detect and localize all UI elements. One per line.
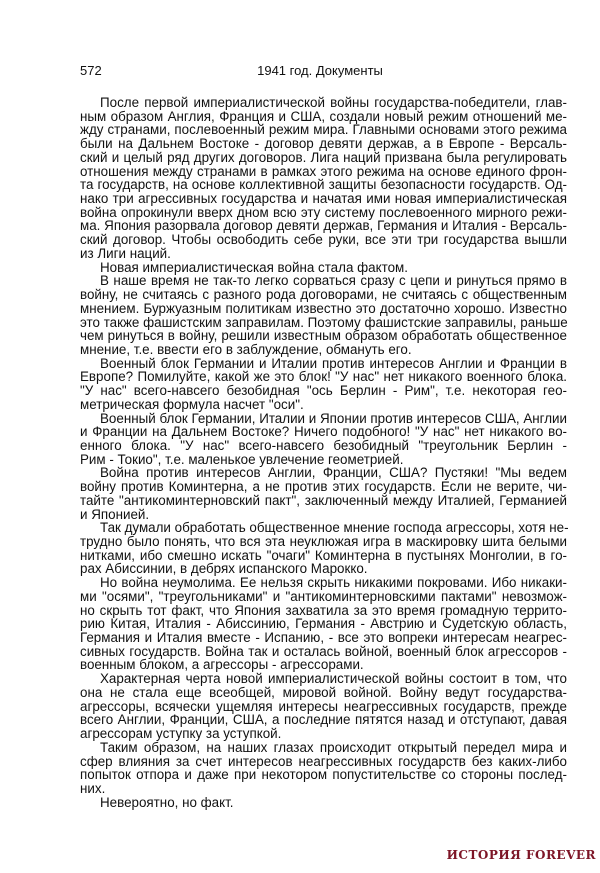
text-line: попыток отпора и даже при некотором попустительстве со стороны послед- [80,767,567,783]
paragraph [80,261,567,275]
text-line: сивных государств. Война так и осталась войной, военный блок агрессоров - [80,643,567,659]
text-line: Европе? Помилуйте, какой же это блок! "У нас" нет никакого военного блока. [80,369,567,385]
text-line: Война против интересов Англии, Франции, США? Пустяки! "Мы ведем [100,465,567,481]
paragraph [80,521,567,576]
text-line: Характерная черта новой империалистической войны состоит в том, что [100,671,567,687]
text-line: рах Абиссинии, в дебрях испанского Марокко. [80,561,368,577]
running-title: 1941 год. Документы [257,63,383,78]
paragraph [80,466,567,521]
text-line: война опрокинули вверх дном всю эту систему послевоенного мирного режи- [80,204,567,220]
text-line: сфер влияния за счет интересов неагрессивных государств без каких-либо [80,753,567,769]
text-line: и Японией. [80,506,150,522]
text-line: Так думали обработать общественное мнение господа агрессоры, хотя не- [100,520,569,536]
text-line: военным блоком, а агрессоры - агрессорами. [80,657,364,673]
text-line: отношения между странами в рамках этого режима на основе единого фрон- [80,163,567,179]
paragraph [80,576,567,672]
text-line: та государств, на основе коллективной защиты безопасности государств. Од- [80,177,567,193]
text-line: рию Китая, Италия - Абиссинию, Германия - Австрию и Судетскую область, [80,616,567,632]
text-line: ский и целый ряд других договоров. Лига наций призвана была регулировать [80,149,567,165]
text-line: Невероятно, но факт. [100,794,234,810]
paragraph [80,796,567,810]
text-line: ский договор. Чтобы освободить себе руки, все эти три государства вышли [80,232,567,248]
text-line: были на Дальнем Востоке - договор девяти держав, а в Европе - Версаль- [80,136,567,152]
text-line: войну, не считаясь с разного рода договорами, не считаясь с общественным [80,287,567,303]
paragraph [80,96,567,261]
text-line: но скрыть тот факт, что Япония захватила за это время громадную террито- [80,602,567,618]
text-line: метрическая формула насчет "оси". [80,396,304,412]
text-line: она не стала еще всеобщей, мировой войной. Войну ведут государства- [80,684,567,700]
text-line: "У нас" всего-навсего безобидная "ось Берлин - Рим", т.е. некоторая гео- [80,383,567,399]
text-line: Военный блок Германии, Италии и Японии против интересов США, Англии [100,410,568,426]
text-line: и Франции на Дальнем Востоке? Ничего подобного! "У нас" нет никакого во- [80,424,567,440]
paragraph [80,672,567,741]
text-line: мнение, т.е. ввести его в заблуждение, обмануть его. [80,341,412,357]
text-line: тайте "антикоминтерновский пакт", заключенный между Италией, Германией [80,492,567,508]
text-line: нако три агрессивных государства и начатая ими новая империалистическая [80,191,567,207]
text-line: Таким образом, на наших глазах происходит открытый передел мира и [100,739,567,755]
text-line: жду странами, послевоенный режим мира. Главными основами этого режима [80,122,567,138]
text-line: войну против Коминтерна, а не против этих государств. Если не верите, чи- [80,479,567,495]
text-line: Но война неумолима. Ее нельзя скрыть никакими покровами. Ибо никаки- [100,575,567,591]
text-line: енного блока. "У нас" всего-навсего безобидный "треугольник Берлин - [80,437,567,453]
text-line: Военный блок Германии и Италии против интересов Англии и Франции в [100,355,567,371]
text-line: нитками, ибо смешно искать "очаги" Коминтерна в пустынях Монголии, в го- [80,547,567,563]
page-number: 572 [80,63,102,78]
text-line: агрессорам уступку за уступкой. [80,726,282,742]
text-line: агрессоры, всячески ущемляя интересы неагрессивных государств, прежде [80,698,567,714]
text-line: После первой империалистической войны государства-победители, глав- [100,95,567,110]
paragraph [80,357,567,412]
paragraph [80,741,567,796]
text-line: мнением. Буржуазным политикам известно это достаточно хорошо. Известно [80,300,567,316]
text-line: чем ринуться в войну, решили известным образом обработать общественное [80,328,567,344]
text-line: из Лиги наций. [80,245,171,261]
body-text [80,96,567,809]
text-line: Германия и Италия вместе - Испанию, - все это вопреки интересам неагрес- [80,630,567,646]
watermark-logo: ИСТОРИЯ FOREVER [446,848,596,862]
text-line: это также фашистским заправилам. Поэтому фашистские заправилы, раньше [80,314,568,330]
text-line: ма. Япония разорвала договор девяти держав, Германия и Италия - Версаль- [80,218,567,234]
paragraph [80,412,567,467]
text-line: трудно было понять, что вся эта неуклюжая игра в маскировку шита белыми [80,534,567,549]
text-line: них. [80,780,106,796]
paragraph [80,274,567,356]
text-line: ным образом Англия, Франция и США, создали новый режим отношений ме- [80,108,567,124]
text-line: В наше время не так-то легко сорваться сразу с цепи и ринуться прямо в [100,273,567,289]
text-line: Рим - Токио", т.е. маленькое увлечение геометрией. [80,451,404,467]
text-line: ми "осями", "треугольниками" и "антикоминтерновскими пактами" невозмож- [80,588,567,604]
text-line: Новая империалистическая война стала фактом. [100,259,408,275]
text-line: всего Англии, Франции, США, а последние пятятся назад и отступают, давая [80,712,567,728]
